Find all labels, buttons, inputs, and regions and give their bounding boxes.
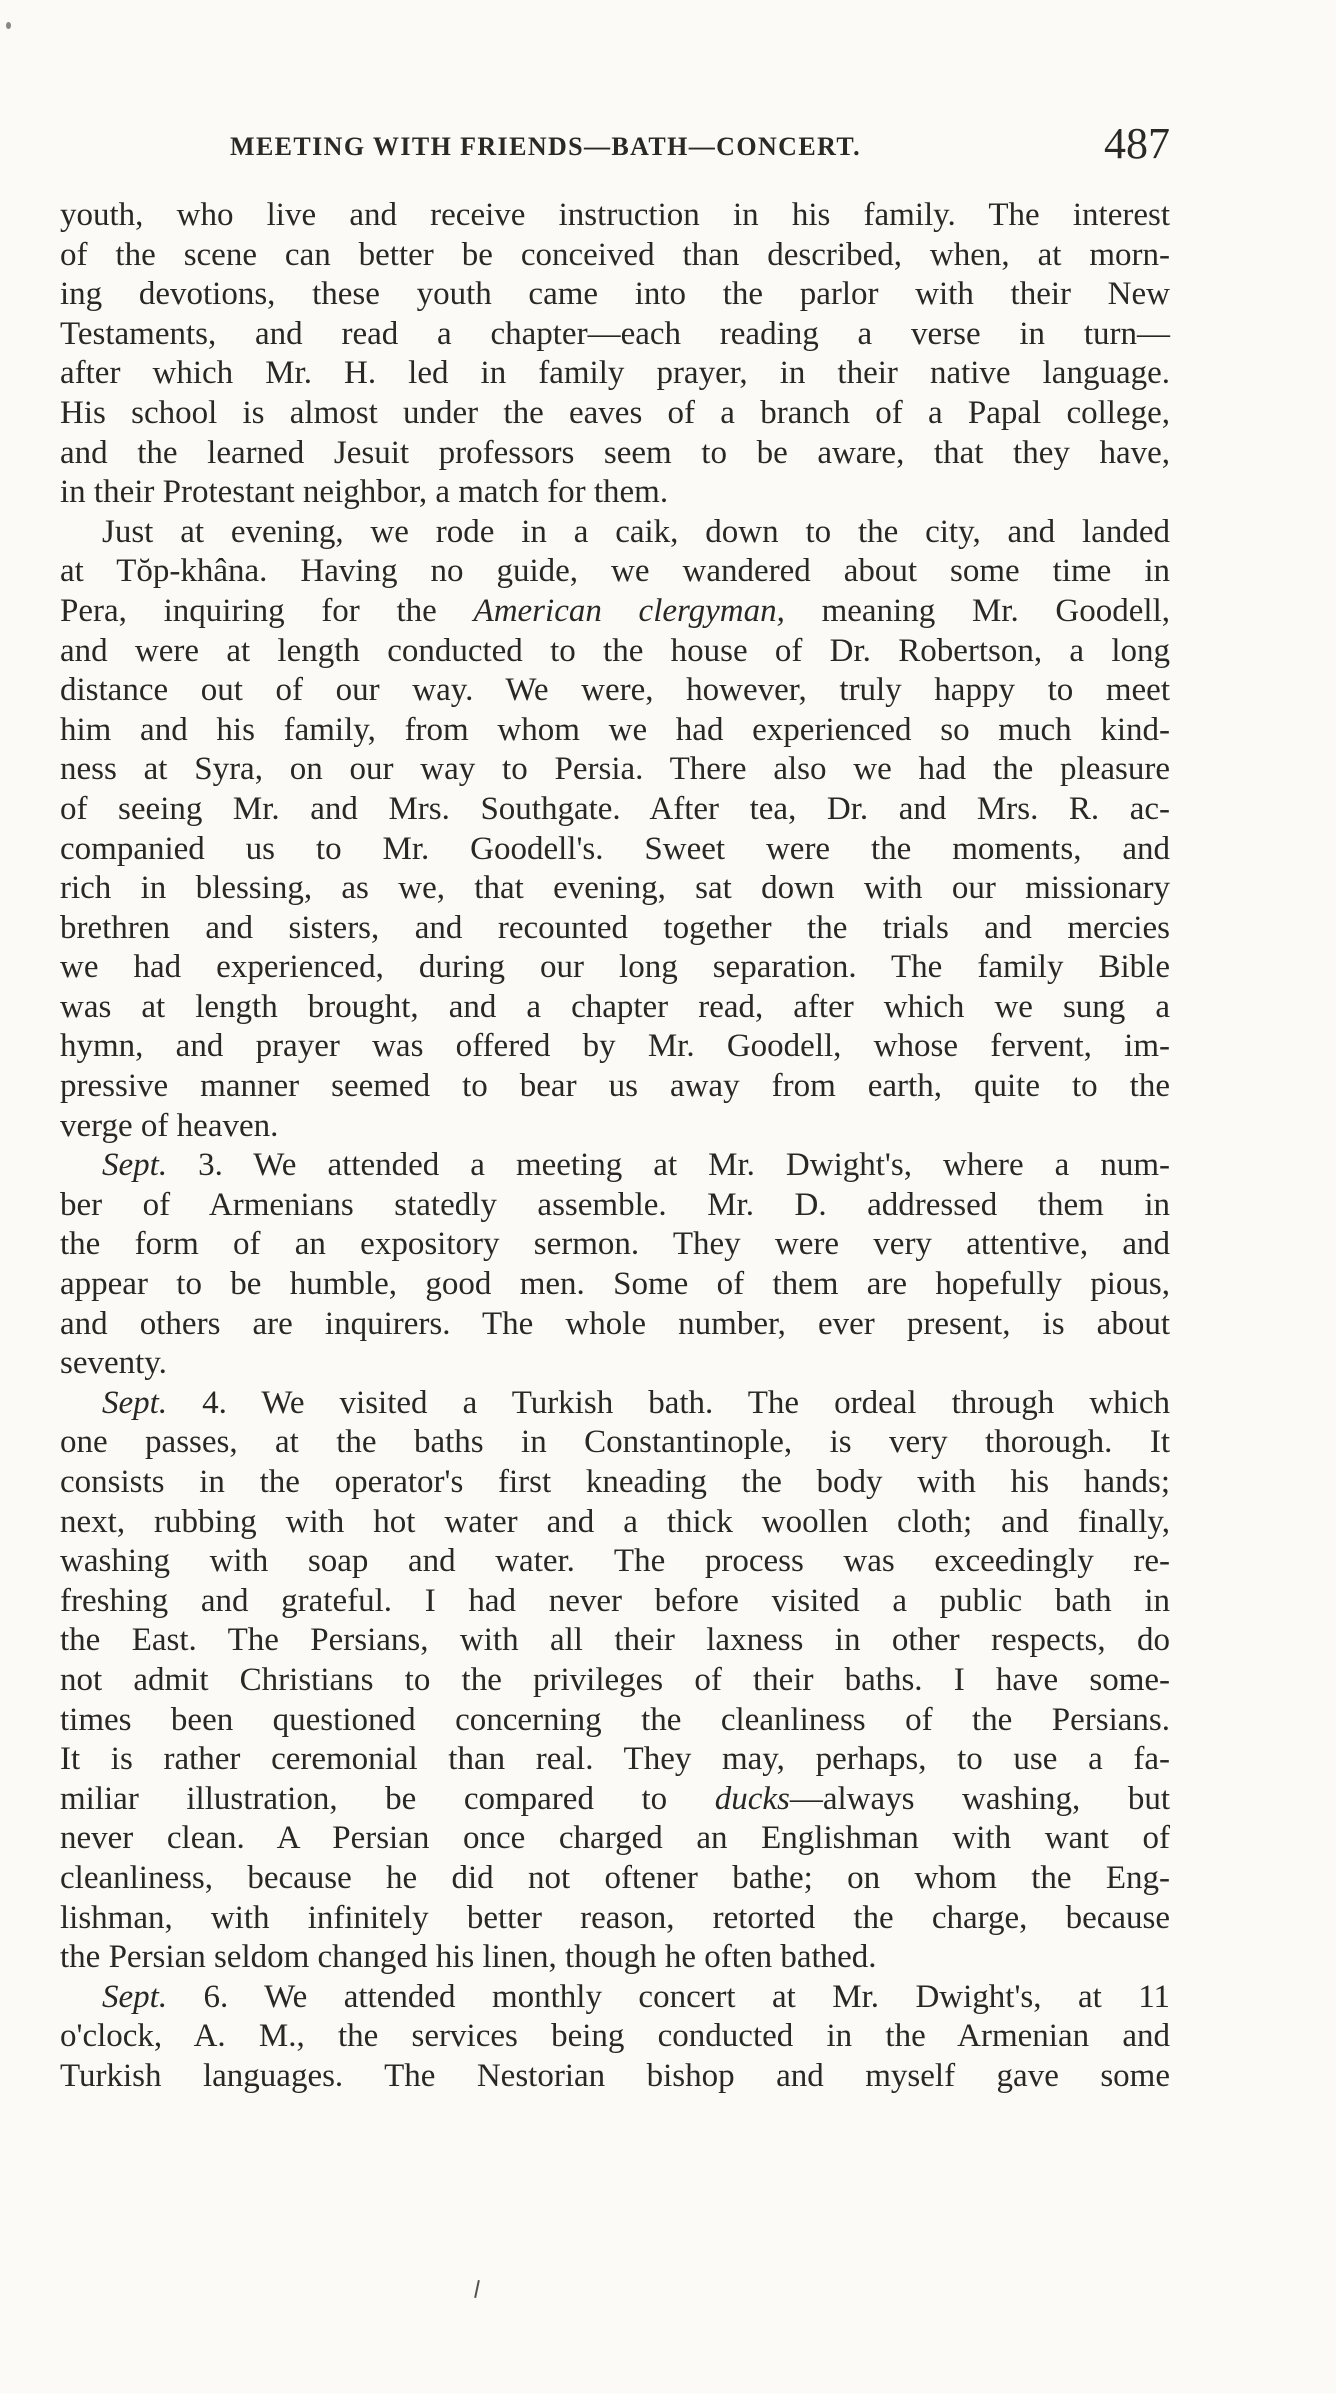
line-text: meaning Mr. Goodell,: [784, 592, 1170, 629]
line-text: brethren and sisters, and recounted together the trials and mercies: [60, 909, 1170, 946]
body-text: [60, 196, 1170, 2097]
text-line: [60, 830, 1170, 870]
text-line: [60, 988, 1170, 1028]
line-text: 6. We attended monthly concert at Mr. Dwight's, at 11: [167, 1978, 1170, 2015]
text-line: [60, 1503, 1170, 1543]
text-line: [60, 1344, 1170, 1384]
line-text: and were at length conducted to the house of Dr. Robertson, a long: [60, 632, 1170, 669]
text-line: [60, 1107, 1170, 1147]
text-line: [60, 236, 1170, 276]
line-text: appear to be humble, good men. Some of them are hopefully pious,: [60, 1266, 1170, 1303]
line-text: verge of heaven.: [60, 1107, 279, 1144]
text-line: [60, 1186, 1170, 1226]
text-line: [60, 1661, 1170, 1701]
text-line: [60, 1701, 1170, 1741]
line-text: times been questioned concerning the cleanliness of the Persians.: [60, 1701, 1170, 1738]
text-line: [60, 711, 1170, 751]
line-text: ing devotions, these youth came into the parlor with their New: [60, 276, 1170, 313]
text-line: [60, 354, 1170, 394]
text-line: [60, 750, 1170, 790]
text-line: [60, 1542, 1170, 1582]
line-text: —always washing, but: [789, 1780, 1171, 1817]
text-line: [60, 1146, 1170, 1186]
line-text: companied us to Mr. Goodell's. Sweet were the moments, and: [60, 830, 1170, 867]
line-text: Pera, inquiring for the: [60, 592, 474, 629]
text-line: [60, 1265, 1170, 1305]
text-line: [60, 790, 1170, 830]
text-line: [60, 196, 1170, 236]
italic-text: ducks: [714, 1780, 790, 1817]
line-text: Just at evening, we rode in a caik, down to the city, and landed: [102, 513, 1170, 550]
line-text: we had experienced, during our long separation. The family Bible: [60, 949, 1170, 986]
text-line: [60, 632, 1170, 672]
text-line: [60, 473, 1170, 513]
line-text: o'clock, A. M., the services being conducted in the Armenian and: [60, 2018, 1170, 2055]
running-title: MEETING WITH FRIENDS—BATH—CONCERT.: [230, 132, 862, 161]
line-text: ness at Syra, on our way to Persia. There also we had the pleasure: [60, 751, 1170, 788]
line-text: of seeing Mr. and Mrs. Southgate. After tea, Dr. and Mrs. R. ac-: [60, 790, 1170, 827]
text-line: [60, 592, 1170, 632]
line-text: never clean. A Persian once charged an Englishman with want of: [60, 1820, 1170, 1857]
line-text: the East. The Persians, with all their laxness in other respects, do: [60, 1622, 1170, 1659]
line-text: lishman, with infinitely better reason, retorted the charge, because: [60, 1899, 1170, 1936]
line-text: rich in blessing, as we, that evening, sat down with our missionary: [60, 870, 1170, 907]
text-line: [60, 275, 1170, 315]
line-text: next, rubbing with hot water and a thick woollen cloth; and finally,: [60, 1503, 1170, 1540]
text-line: [60, 1938, 1170, 1978]
line-text: youth, who live and receive instruction in his family. The interest: [60, 197, 1170, 233]
text-line: [60, 1027, 1170, 1067]
line-text: 4. We visited a Turkish bath. The ordeal through which: [167, 1384, 1170, 1421]
text-line: [60, 315, 1170, 355]
text-line: [60, 1384, 1170, 1424]
line-text: It is rather ceremonial than real. They may, perhaps, to use a fa-: [60, 1741, 1170, 1778]
line-text: the form of an expository sermon. They were very attentive, and: [60, 1226, 1170, 1263]
line-text: not admit Christians to the privileges of their baths. I have some-: [60, 1661, 1170, 1698]
line-text: freshing and grateful. I had never before visited a public bath in: [60, 1582, 1170, 1619]
text-line: [60, 1225, 1170, 1265]
line-text: and the learned Jesuit professors seem to be aware, that they have,: [60, 434, 1170, 471]
text-line: [60, 552, 1170, 592]
line-text: His school is almost under the eaves of a branch of a Papal college,: [60, 394, 1170, 431]
line-text: seventy.: [60, 1345, 167, 1382]
text-line: [60, 1463, 1170, 1503]
line-text: the Persian seldom changed his linen, though he often bathed.: [60, 1939, 877, 1976]
text-line: [60, 1859, 1170, 1899]
line-text: ber of Armenians statedly assemble. Mr. D. addressed them in: [60, 1186, 1170, 1223]
text-line: [60, 671, 1170, 711]
italic-text: Sept.: [102, 1147, 168, 1184]
italic-text: Sept.: [102, 1384, 168, 1421]
line-text: miliar illustration, be compared to: [60, 1780, 715, 1817]
line-text: distance out of our way. We were, however, truly happy to meet: [60, 672, 1170, 709]
text-line: [60, 2057, 1170, 2097]
line-text: was at length brought, and a chapter read, after which we sung a: [60, 988, 1170, 1025]
line-text: pressive manner seemed to bear us away from earth, quite to the: [60, 1068, 1170, 1105]
line-text: cleanliness, because he did not oftener bathe; on whom the Eng-: [60, 1859, 1170, 1896]
line-text: washing with soap and water. The process was exceedingly re-: [60, 1543, 1170, 1580]
text-line: [60, 1780, 1170, 1820]
text-line: [60, 394, 1170, 434]
line-text: of the scene can better be conceived than described, when, at morn-: [60, 236, 1170, 273]
line-text: in their Protestant neighbor, a match for them.: [60, 474, 669, 511]
text-line: [60, 909, 1170, 949]
text-line: [60, 1740, 1170, 1780]
text-line: [60, 513, 1170, 553]
text-line: [60, 1067, 1170, 1107]
paper-speck: [6, 22, 11, 29]
italic-text: Sept.: [102, 1978, 168, 2015]
line-text: 3. We attended a meeting at Mr. Dwight's, where a num-: [167, 1147, 1170, 1184]
text-line: [60, 1621, 1170, 1661]
line-text: him and his family, from whom we had experienced so much kind-: [60, 711, 1170, 748]
line-text: consists in the operator's first kneading the body with his hands;: [60, 1464, 1170, 1500]
running-head: [60, 118, 1170, 178]
text-line: [60, 948, 1170, 988]
line-text: one passes, at the baths in Constantinople, is very thorough. It: [60, 1424, 1170, 1461]
text-line: [60, 2017, 1170, 2057]
line-text: hymn, and prayer was offered by Mr. Goodell, whose fervent, im-: [60, 1028, 1170, 1065]
italic-text: American clergyman,: [473, 592, 785, 629]
line-text: Testaments, and read a chapter—each reading a verse in turn—: [60, 315, 1170, 352]
line-text: after which Mr. H. led in family prayer, in their native language.: [60, 355, 1170, 392]
text-line: [60, 869, 1170, 909]
text-line: [60, 1899, 1170, 1939]
line-text: Turkish languages. The Nestorian bishop and myself gave some: [60, 2057, 1170, 2094]
line-text: and others are inquirers. The whole number, ever present, is about: [60, 1305, 1170, 1342]
page-number: 487: [1104, 119, 1170, 168]
line-text: at Tŏp-khâna. Having no guide, we wandered about some time in: [60, 553, 1170, 590]
text-line: [60, 1305, 1170, 1345]
text-line: [60, 1819, 1170, 1859]
text-line: [60, 1582, 1170, 1622]
stray-ink-mark: [474, 2280, 480, 2298]
text-line: [60, 1978, 1170, 2018]
text-line: [60, 434, 1170, 474]
text-line: [60, 1423, 1170, 1463]
